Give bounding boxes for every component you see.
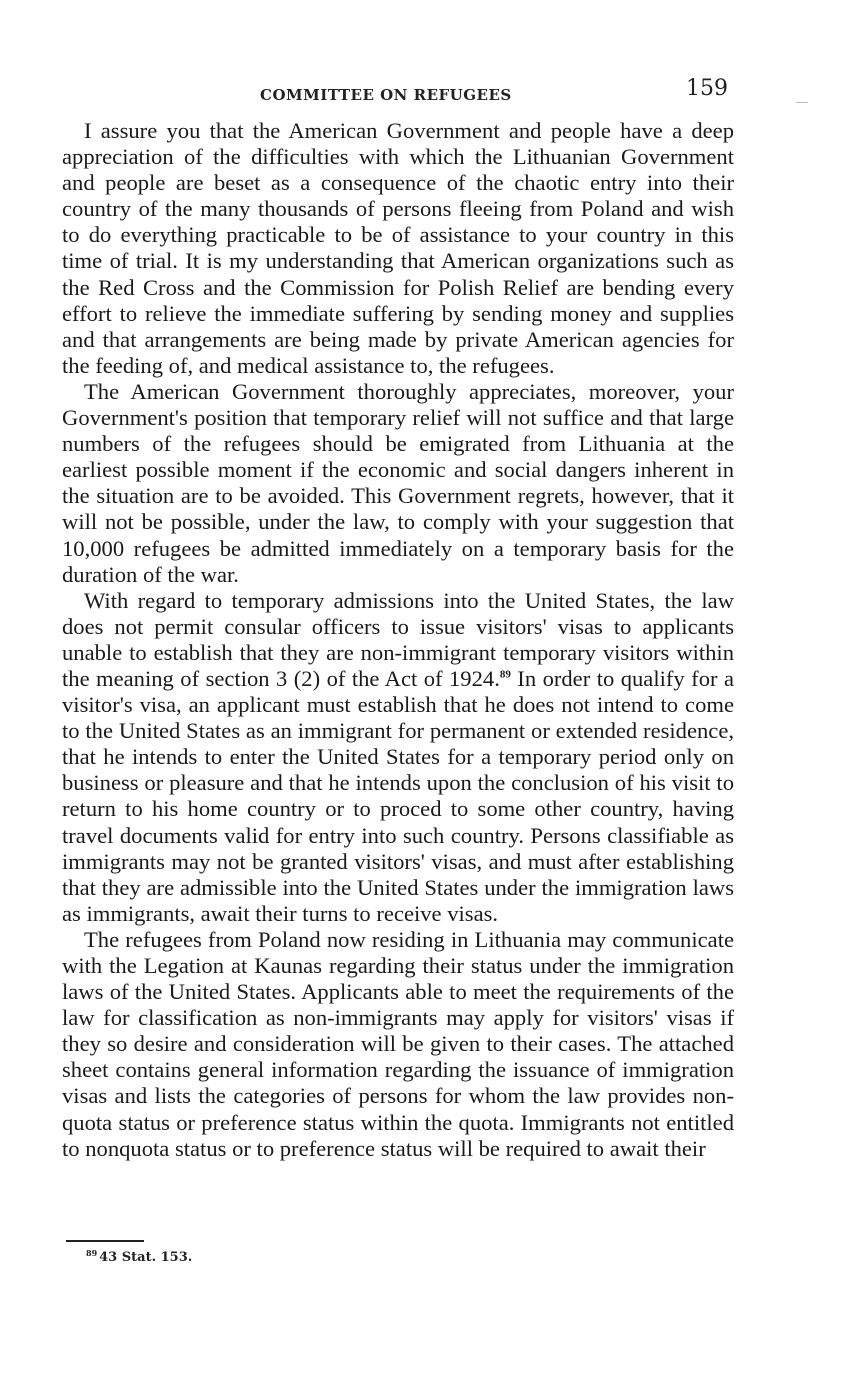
footnote-reference: 89 bbox=[499, 668, 511, 681]
footnote-mark: 89 bbox=[86, 1247, 98, 1258]
paragraph-3 bbox=[62, 588, 734, 927]
footnote bbox=[86, 1247, 193, 1265]
paragraph-2: The American Government thoroughly appreciates, moreover, your Government's position that temporary relief will not suffice and that large numbers of the refugees should be emigrated from Lithuania at the earliest possible moment if the economic and social dangers inherent in the situation are to be avoided. This Government regrets, however, that it will not be possible, under the law, to comply with your suggestion that 10,000 refugees be admitted immediately on a temporary basis for the duration of the war. bbox=[62, 378, 734, 587]
body-text bbox=[62, 118, 734, 1162]
paragraph-3-part-2: In order to qualify for a visitor's visa, an applicant must establish that he does not intend to come to the United States as an immigrant for permanent or extended residence, that he intends to enter the United States for a temporary period only on business or pleasure and that he intends upon the conclusion of his visit to return to his home country or to proced to some other country, having travel documents valid for entry into such country. Persons classifiable as immigrants may not be granted visitors' visas, and must after establishing that they are admissible into the United States under the immigration laws as immigrants, await their turns to receive visas. bbox=[62, 665, 734, 926]
running-header-title: COMMITTEE ON REFUGEES bbox=[260, 86, 512, 104]
paragraph-3-part-1: With regard to temporary admissions into the United States, the law does not permit consular officers to issue visitors' visas to applicants unable to establish that they are non-immigrant temporary visitors within the meaning of section 3 (2) of the Act of 1924. bbox=[62, 587, 734, 691]
paragraph-1: I assure you that the American Government and people have a deep appreciation of the difficulties with which the Lithuanian Government and people are beset as a consequence of the chaotic entry into their country of the many thousands of persons fleeing from Poland and wish to do everything practicable to be of assistance to your country in this time of trial. It is my understanding that American organizations such as the Red Cross and the Commission for Polish Relief are bending every effort to relieve the immediate suffering by sending money and supplies and that arrangements are being made by private American agencies for the feeding of, and medical assistance to, the refugees. bbox=[62, 118, 734, 378]
paragraph-4: The refugees from Poland now residing in Lithuania may communicate with the Legation at Kaunas regarding their status under the immigration laws of the United States. Applicants able to meet the requirements of the law for classification as non-immigrants may apply for visitors' visas if they so desire and consideration will be given to their cases. The attached sheet contains general information regarding the issuance of immigration visas and lists the categories of persons for whom the law provides non-quota status or preference status within the quota. Immigrants not entitled to nonquota status or to preference status will be required to await their bbox=[62, 926, 734, 1161]
footnote-text: 43 Stat. 153. bbox=[99, 1250, 193, 1265]
footnote-divider bbox=[66, 1240, 144, 1242]
page-number: 159 bbox=[686, 76, 728, 101]
edge-mark bbox=[796, 102, 808, 103]
